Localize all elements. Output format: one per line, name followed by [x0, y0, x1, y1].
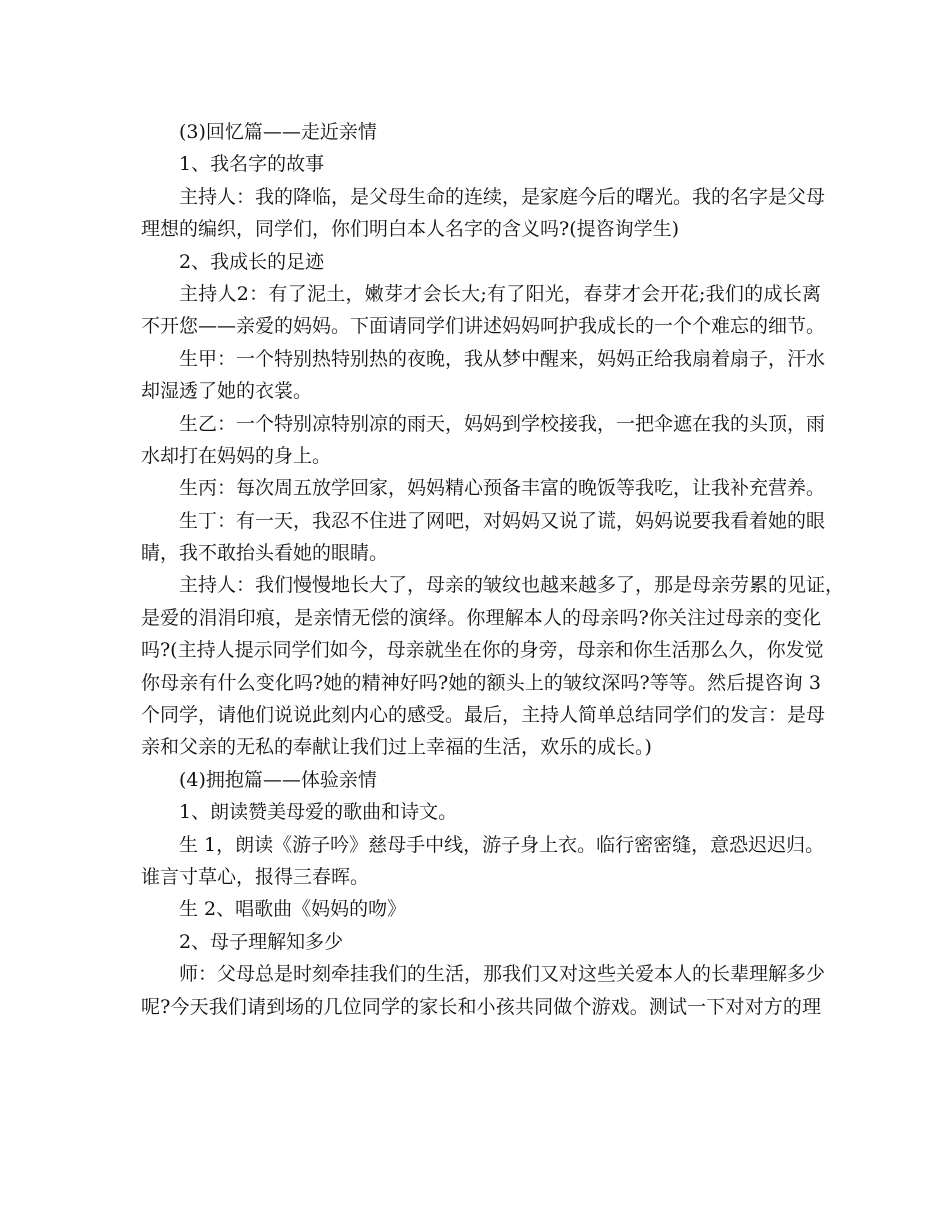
- text-line: 生丁：有一天，我忍不住进了网吧，对妈妈又说了谎，妈妈说要我看着她的眼: [179, 509, 826, 532]
- text-line: 你母亲有什么变化吗?她的精神好吗?她的额头上的皱纹深吗?等等。然后提咨询 3: [141, 671, 821, 694]
- text-line: 生乙：一个特别凉特别凉的雨天，妈妈到学校接我，一把伞遮在我的头顶，雨: [179, 412, 826, 435]
- text-line: 生甲：一个特别热特别热的夜晚，我从梦中醒来，妈妈正给我扇着扇子，汗水: [179, 347, 826, 370]
- text-line: 师：父母总是时刻牵挂我们的生活，那我们又对这些关爱本人的长辈理解多少: [179, 963, 826, 986]
- document-body: [141, 116, 845, 1023]
- text-line: 睛，我不敢抬头看她的眼睛。: [141, 542, 389, 565]
- text-line: (4)拥抱篇——体验亲情: [179, 768, 377, 791]
- text-line: 2、我成长的足迹: [179, 250, 325, 273]
- text-line: 1、我名字的故事: [179, 153, 325, 176]
- text-line: 1、朗读赞美母爱的歌曲和诗文。: [179, 801, 458, 824]
- text-line: (3)回忆篇——走近亲情: [179, 121, 377, 143]
- text-line: 生 1，朗读《游子吟》慈母手中线，游子身上衣。临行密密缝，意恐迟迟归。: [179, 833, 825, 856]
- text-line: 却湿透了她的衣裳。: [141, 380, 313, 403]
- text-line: 是爱的涓涓印痕，是亲情无偿的演绎。你理解本人的母亲吗?你关注过母亲的变化: [141, 606, 821, 629]
- text-line: 谁言寸草心，报得三春晖。: [141, 865, 370, 888]
- text-line: 不开您——亲爱的妈妈。下面请同学们讲述妈妈呵护我成长的一个个难忘的细节。: [141, 315, 826, 338]
- text-line: 主持人：我们慢慢地长大了，母亲的皱纹也越来越多了，那是母亲劳累的见证，: [179, 574, 845, 597]
- text-line: 吗?(主持人提示同学们如今，母亲就坐在你的身旁，母亲和你生活那么久，你发觉: [141, 639, 824, 662]
- text-line: 个同学，请他们说说此刻内心的感受。最后，主持人简单总结同学们的发言：是母: [141, 704, 826, 727]
- text-line: 生 2、唱歌曲《妈妈的吻》: [179, 898, 407, 921]
- text-line: 水却打在妈妈的身上。: [141, 444, 332, 467]
- text-line: 2、母子理解知多少: [179, 930, 344, 953]
- text-line: 理想的编织，同学们，你们明白本人名字的含义吗?(提咨询学生): [141, 218, 680, 241]
- text-line: 呢?今天我们请到场的几位同学的家长和小孩共同做个游戏。测试一下对对方的理: [141, 995, 821, 1018]
- text-line: 亲和父亲的无私的奉献让我们过上幸福的生活，欢乐的成长。): [141, 736, 652, 759]
- text-line: 主持人：我的降临，是父母生命的连续，是家庭今后的曙光。我的名字是父母: [179, 185, 826, 208]
- text-line: 主持人2：有了泥土，嫩芽才会长大;有了阳光，春芽才会开花;我们的成长离: [179, 282, 821, 305]
- text-line: 生丙：每次周五放学回家，妈妈精心预备丰富的晚饭等我吃，让我补充营养。: [179, 477, 826, 500]
